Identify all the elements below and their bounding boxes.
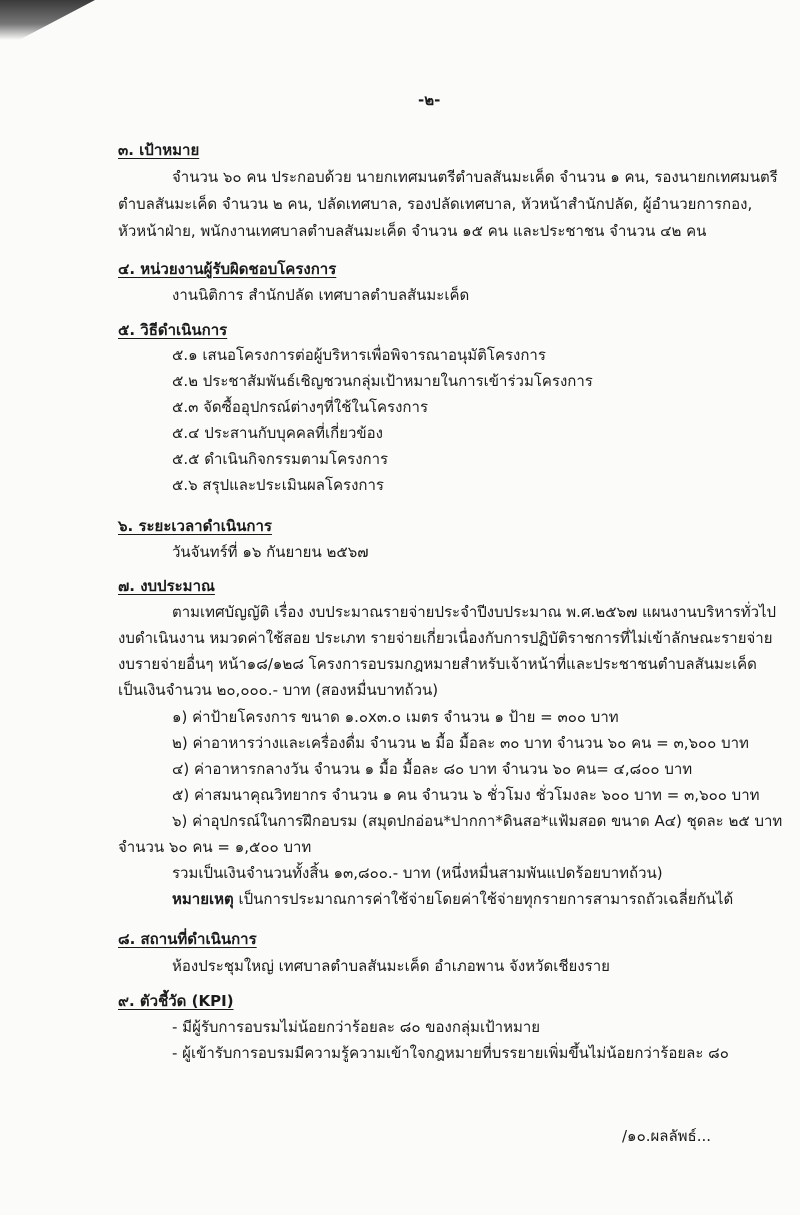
section-3-line: ตำบลสันมะเค็ด จำนวน ๒ คน, ปลัดเทศบาล, รองปลัดเทศบาล, หัวหน้าสำนักปลัด, ผู้อำนวยการกอง, bbox=[118, 195, 753, 213]
section-7-para-line: ตามเทศบัญญัติ เรื่อง งบประมาณรายจ่ายประจำปีงบประมาณ พ.ศ.๒๕๖๗ แผนงานบริหารทั่วไป bbox=[172, 603, 777, 621]
budget-note bbox=[172, 889, 733, 909]
continuation-note: /๑๐.ผลลัพธ์... bbox=[622, 1127, 712, 1145]
section-3-line: จำนวน ๖๐ คน ประกอบด้วย นายกเทศมนตรีตำบลสันมะเค็ด จำนวน ๑ คน, รองนายกเทศมนตรี bbox=[172, 168, 778, 186]
budget-item: ๕) ค่าสมนาคุณวิทยากร จำนวน ๑ คน จำนวน ๖ ชั่วโมง ชั่วโมงละ ๖๐๐ บาท = ๓,๖๐๐ บาท bbox=[172, 786, 760, 804]
kpi-item: - มีผู้รับการอบรมไม่น้อยกว่าร้อยละ ๘๐ ของกลุ่มเป้าหมาย bbox=[172, 1018, 541, 1036]
budget-item: ๖) ค่าอุปกรณ์ในการฝึกอบรม (สมุดปกอ่อน*ปากกา*ดินสอ*แฟ้มสอด ขนาด A๔) ชุดละ ๒๕ บาท bbox=[172, 812, 783, 830]
section-5-item: ๕.๓ จัดซื้ออุปกรณ์ต่างๆที่ใช้ในโครงการ bbox=[172, 398, 428, 416]
section-5-item: ๕.๑ เสนอโครงการต่อผู้บริหารเพื่อพิจารณาอนุมัติโครงการ bbox=[172, 346, 546, 364]
section-4-text: งานนิติการ สำนักปลัด เทศบาลตำบลสันมะเค็ด bbox=[172, 286, 470, 304]
section-8-heading: ๘. สถานที่ดำเนินการ bbox=[118, 930, 257, 948]
section-7-heading: ๗. งบประมาณ bbox=[118, 577, 215, 595]
section-5-item: ๕.๖ สรุปและประเมินผลโครงการ bbox=[172, 476, 384, 494]
section-5-item: ๕.๕ ดำเนินกิจกรรมตามโครงการ bbox=[172, 450, 389, 468]
section-9-heading: ๙. ตัวชี้วัด (KPI) bbox=[118, 992, 234, 1010]
budget-item: ๑) ค่าป้ายโครงการ ขนาด ๑.๐x๓.๐ เมตร จำนวน ๑ ป้าย = ๓๐๐ บาท bbox=[172, 708, 619, 726]
kpi-item: - ผู้เข้ารับการอบรมมีความรู้ความเข้าใจกฎหมายที่บรรยายเพิ่มขึ้นไม่น้อยกว่าร้อยละ ๘๐ bbox=[172, 1044, 729, 1062]
section-6-text: วันจันทร์ที่ ๑๖ กันยายน ๒๕๖๗ bbox=[172, 543, 369, 561]
section-7-para-line: งบรายจ่ายอื่นๆ หน้า๑๘/๑๒๘ โครงการอบรมกฎหมายสำหรับเจ้าหน้าที่และประชาชนตำบลสันมะเค็ด bbox=[118, 655, 757, 673]
note-label: หมายเหตุ bbox=[172, 890, 234, 908]
binding-shadow bbox=[0, 0, 95, 40]
section-5-item: ๕.๒ ประชาสัมพันธ์เชิญชวนกลุ่มเป้าหมายในการเข้าร่วมโครงการ bbox=[172, 372, 593, 390]
budget-total: รวมเป็นเงินจำนวนทั้งสิ้น ๑๓,๘๐๐.- บาท (หนึ่งหมื่นสามพันแปดร้อยบาทถ้วน) bbox=[172, 864, 663, 882]
budget-item-continued: จำนวน ๖๐ คน = ๑,๕๐๐ บาท bbox=[118, 838, 312, 856]
section-5-item: ๕.๔ ประสานกับบุคคลที่เกี่ยวข้อง bbox=[172, 424, 383, 442]
section-3-line: หัวหน้าฝ่าย, พนักงานเทศบาลตำบลสันมะเค็ด จำนวน ๑๕ คน และประชาชน จำนวน ๔๒ คน bbox=[118, 222, 707, 240]
section-5-heading: ๕. วิธีดำเนินการ bbox=[118, 321, 228, 339]
budget-item: ๒) ค่าอาหารว่างและเครื่องดื่ม จำนวน ๒ มื้อ มื้อละ ๓๐ บาท จำนวน ๖๐ คน = ๓,๖๐๐ บาท bbox=[172, 734, 749, 752]
section-6-heading: ๖. ระยะเวลาดำเนินการ bbox=[118, 517, 272, 535]
section-7-para-line: เป็นเงินจำนวน ๒๐,๐๐๐.- บาท (สองหมื่นบาทถ้วน) bbox=[118, 681, 439, 699]
page-number: -๒- bbox=[418, 91, 441, 109]
section-7-para-line: งบดำเนินงาน หมวดค่าใช้สอย ประเภท รายจ่ายเกี่ยวเนื่องกับการปฏิบัติราชการที่ไม่เข้าลักษณะรายจ่าย bbox=[118, 629, 773, 647]
section-4-heading: ๔. หน่วยงานผู้รับผิดชอบโครงการ bbox=[118, 260, 337, 278]
section-8-text: ห้องประชุมใหญ่ เทศบาลตำบลสันมะเค็ด อำเภอพาน จังหวัดเชียงราย bbox=[172, 957, 610, 975]
note-text: เป็นการประมาณการค่าใช้จ่ายโดยค่าใช้จ่ายทุกรายการสามารถถัวเฉลี่ยกันได้ bbox=[233, 890, 734, 908]
budget-item: ๔) ค่าอาหารกลางวัน จำนวน ๑ มื้อ มื้อละ ๘๐ บาท จำนวน ๖๐ คน= ๔,๘๐๐ บาท bbox=[172, 760, 693, 778]
section-3-heading: ๓. เป้าหมาย bbox=[118, 141, 200, 159]
